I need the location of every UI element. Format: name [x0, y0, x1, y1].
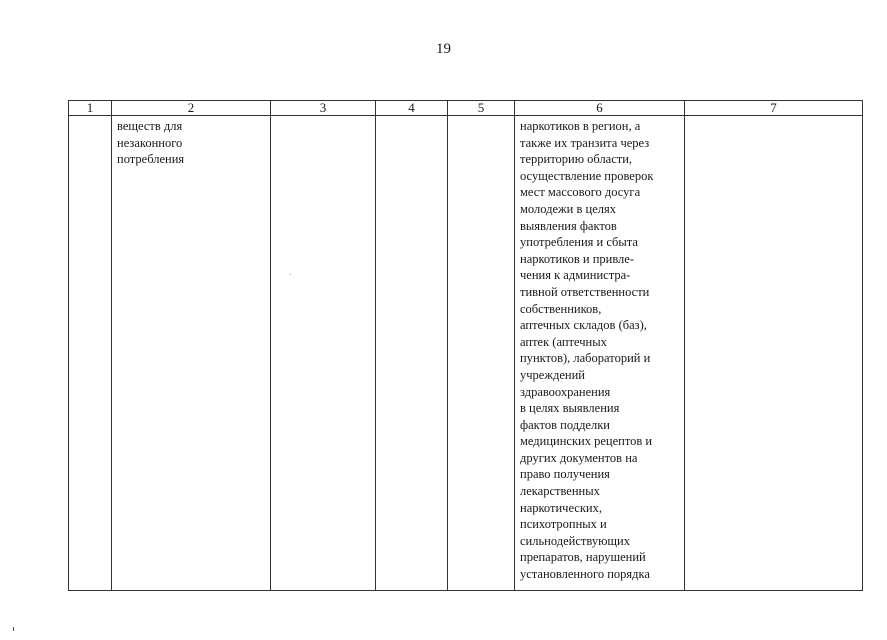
cell-col-3: [271, 116, 376, 591]
table-header-row: [69, 101, 863, 116]
cell-col-5: [448, 116, 515, 591]
column-header-6: 6: [515, 101, 685, 116]
column-header-2: 2: [112, 101, 271, 116]
column-header-1: 1: [69, 101, 112, 116]
cell-text-col-7: [685, 116, 862, 118]
column-header-4: 4: [376, 101, 448, 116]
table-row: [69, 116, 863, 591]
cell-col-6: [515, 116, 685, 591]
cell-text-col-3: [271, 116, 375, 118]
cell-col-4: [376, 116, 448, 591]
document-table: [68, 100, 863, 591]
column-header-5: 5: [448, 101, 515, 116]
cell-text-col-2: веществ для незаконного потребления: [117, 119, 185, 167]
scan-speck: [290, 274, 291, 275]
cell-text-col-6: наркотиков в регион, а также их транзита через территорию области, осуществление проверок мест массового досуга молодежи в целях выявления фактов употребления и сбыта наркотиков и привле- чения к администра- тивной ответственности собственников, аптечных складов (баз), аптек (аптечных пунктов), лабораторий и учреждений здравоохранения в целях выявления фактов подделки медицинских рецептов и других документов на право получения лекарственных наркотических, психотропных и сильнодействующих препаратов, нарушений установленного порядка: [520, 119, 654, 582]
cell-text-col-1: [69, 116, 111, 118]
cell-col-7: [685, 116, 863, 591]
column-header-7: 7: [685, 101, 863, 116]
cell-text-col-5: [448, 116, 514, 118]
page-number: 19: [436, 41, 451, 57]
cell-col-1: [69, 116, 112, 591]
cell-col-2: [112, 116, 271, 591]
column-header-3: 3: [271, 101, 376, 116]
scan-mark: [13, 627, 14, 631]
cell-text-col-4: [376, 116, 447, 118]
